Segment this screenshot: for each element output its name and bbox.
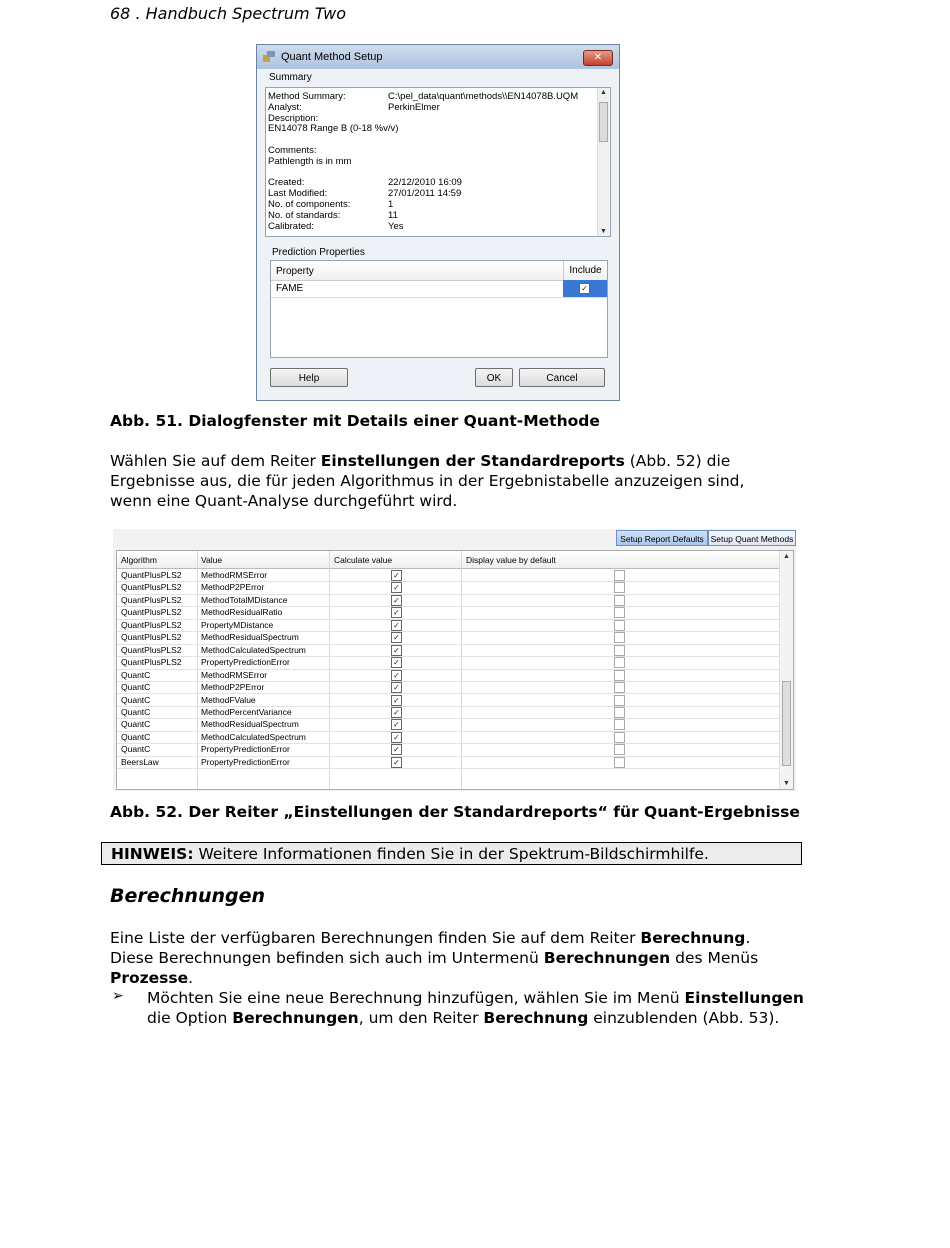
summary-row-value: Yes xyxy=(388,220,404,232)
value-cell: MethodResidualSpectrum xyxy=(201,632,299,643)
summary-row-label: No. of components: xyxy=(268,199,351,210)
algorithm-cell: QuantC xyxy=(121,744,151,755)
tab-setup-quant-methods[interactable]: Setup Quant Methods xyxy=(708,530,796,546)
cancel-button[interactable]: Cancel xyxy=(519,368,605,387)
prediction-properties-grid xyxy=(270,260,608,358)
algorithm-cell: QuantC xyxy=(121,719,151,730)
dialog-titlebar xyxy=(257,45,619,69)
summary-row-value: 11 xyxy=(388,209,398,221)
summary-row-label: Description: xyxy=(268,112,319,124)
include-header: Include xyxy=(563,261,607,280)
value-cell: MethodCalculatedSpectrum xyxy=(201,644,306,655)
summary-row-label: EN14078 Range B (0-18 %v/v) xyxy=(268,123,399,135)
calculate-checkbox[interactable]: ✓ xyxy=(391,707,402,718)
algorithm-cell: QuantC xyxy=(121,731,151,742)
table-row[interactable] xyxy=(117,669,779,682)
algorithm-cell: QuantPlusPLS2 xyxy=(121,644,182,655)
display-checkbox[interactable] xyxy=(614,670,625,681)
table-row[interactable] xyxy=(117,594,779,607)
scroll-thumb[interactable] xyxy=(782,681,791,766)
algorithm-cell: QuantC xyxy=(121,682,151,693)
summary-row-label: Last Modified: xyxy=(268,188,328,200)
value-cell: MethodCalculatedSpectrum xyxy=(201,731,306,742)
calculate-checkbox[interactable]: ✓ xyxy=(391,682,402,693)
display-checkbox[interactable] xyxy=(614,707,625,718)
grid-header xyxy=(271,261,607,281)
tab-setup-report-defaults[interactable]: Setup Report Defaults xyxy=(616,530,708,546)
display-checkbox[interactable] xyxy=(614,757,625,768)
summary-row-value: 1 xyxy=(388,199,394,210)
table-row[interactable] xyxy=(117,694,779,707)
paragraph-2: Eine Liste der verfügbaren Berechnungen finden Sie auf dem Reiter Berechnung. Diese Berechnungen befinden sich auch im Untermenü Berechnungen des Menüs Prozesse. xyxy=(110,929,759,987)
display-checkbox[interactable] xyxy=(614,570,625,581)
value-cell: MethodResidualSpectrum xyxy=(201,719,299,730)
include-cell[interactable] xyxy=(563,280,607,297)
value-cell: MethodResidualRatio xyxy=(201,607,283,618)
summary-textbox[interactable] xyxy=(265,87,611,237)
value-cell: MethodRMSError xyxy=(201,570,268,580)
dialog-title: Quant Method Setup xyxy=(281,51,383,63)
figure-caption-52: Abb. 52. Der Reiter „Einstellungen der Standardreports“ für Quant-Ergebnisse xyxy=(110,803,800,821)
table-row[interactable] xyxy=(117,743,779,756)
display-checkbox[interactable] xyxy=(614,744,625,755)
figure-caption-51: Abb. 51. Dialogfenster mit Details einer Quant-Methode xyxy=(110,412,600,430)
property-header: Property xyxy=(276,266,314,277)
paragraph-1: Wählen Sie auf dem Reiter Einstellungen der Standardreports (Abb. 52) die Ergebnisse aus, die für jeden Algorithmus in der Ergebnistabelle anzuzeigen sind, wenn eine Quant-Analyse durchgeführt wird. xyxy=(110,452,745,510)
summary-row-label: Analyst: xyxy=(268,101,302,113)
summary-scrollbar[interactable] xyxy=(597,88,610,236)
summary-row-value: PerkinElmer xyxy=(388,101,440,113)
prediction-properties-label: Prediction Properties xyxy=(272,247,365,258)
algorithm-cell: QuantPlusPLS2 xyxy=(121,619,182,630)
table-row[interactable] xyxy=(117,656,779,669)
bullet-paragraph: Möchten Sie eine neue Berechnung hinzufügen, wählen Sie im Menü Einstellungen die Option Berechnungen, um den Reiter Berechnung einzublenden (Abb. 53). xyxy=(147,989,804,1027)
header-value: Value xyxy=(201,555,223,565)
value-cell: MethodFValue xyxy=(201,694,256,705)
table-row[interactable] xyxy=(117,718,779,731)
calculate-checkbox[interactable]: ✓ xyxy=(391,620,402,631)
calculate-checkbox[interactable]: ✓ xyxy=(391,582,402,593)
display-checkbox[interactable] xyxy=(614,632,625,643)
algorithm-cell: QuantC xyxy=(121,694,151,705)
summary-row-label: Calibrated: xyxy=(268,220,314,232)
value-cell: MethodTotalMDistance xyxy=(201,594,288,605)
display-checkbox[interactable] xyxy=(614,595,625,606)
scroll-up-icon[interactable]: ▲ xyxy=(600,89,607,96)
display-checkbox[interactable] xyxy=(614,657,625,668)
algorithm-cell: QuantC xyxy=(121,669,151,680)
app-icon xyxy=(263,51,275,62)
display-checkbox[interactable] xyxy=(614,607,625,618)
algorithm-cell: QuantPlusPLS2 xyxy=(121,632,182,643)
note-box: HINWEIS: Weitere Informationen finden Sie in der Spektrum-Bildschirmhilfe. xyxy=(101,842,802,865)
include-checkbox[interactable]: ✓ xyxy=(579,283,590,294)
scroll-down-icon[interactable]: ▼ xyxy=(783,780,790,787)
algorithm-cell: QuantPlusPLS2 xyxy=(121,607,182,618)
table-row[interactable] xyxy=(117,756,779,769)
display-checkbox[interactable] xyxy=(614,732,625,743)
calculate-checkbox[interactable]: ✓ xyxy=(391,695,402,706)
table-row[interactable] xyxy=(117,681,779,694)
page-header: 68 . Handbuch Spectrum Two xyxy=(110,4,347,23)
header-display-value: Display value by default xyxy=(466,555,556,565)
calculate-checkbox[interactable]: ✓ xyxy=(391,719,402,730)
property-row[interactable] xyxy=(271,280,607,298)
summary-row-label: Method Summary: xyxy=(268,91,346,102)
grid-scrollbar[interactable] xyxy=(779,551,793,789)
display-checkbox[interactable] xyxy=(614,695,625,706)
calculate-checkbox[interactable]: ✓ xyxy=(391,607,402,618)
algorithm-cell: QuantPlusPLS2 xyxy=(121,570,182,580)
calculate-checkbox[interactable]: ✓ xyxy=(391,595,402,606)
summary-row-label: Pathlength is in mm xyxy=(268,155,352,167)
scroll-thumb[interactable] xyxy=(599,102,608,142)
quant-method-setup-dialog xyxy=(256,44,620,401)
summary-row-label: Comments: xyxy=(268,145,317,156)
value-cell: MethodRMSError xyxy=(201,669,268,680)
summary-row-label: Created: xyxy=(268,177,305,189)
summary-row-label: No. of standards: xyxy=(268,209,341,221)
section-heading: Berechnungen xyxy=(110,885,266,907)
scroll-down-icon[interactable]: ▼ xyxy=(600,228,607,235)
value-cell: MethodP2PError xyxy=(201,582,265,593)
algorithm-cell: QuantPlusPLS2 xyxy=(121,657,182,668)
calculate-checkbox[interactable]: ✓ xyxy=(391,744,402,755)
ok-button[interactable]: OK xyxy=(475,368,513,387)
report-grid xyxy=(116,550,794,790)
summary-row-value: C:\pel_data\quant\methods\\EN14078B.UQM xyxy=(388,91,579,102)
table-row[interactable] xyxy=(117,581,779,594)
algorithm-cell: QuantC xyxy=(121,706,151,717)
table-row[interactable] xyxy=(117,644,779,657)
property-name: FAME xyxy=(276,283,304,294)
calculate-checkbox[interactable]: ✓ xyxy=(391,670,402,681)
help-button[interactable]: Help xyxy=(270,368,348,387)
close-icon[interactable]: ✕ xyxy=(583,50,613,66)
calculate-checkbox[interactable]: ✓ xyxy=(391,645,402,656)
value-cell: PropertyMDistance xyxy=(201,619,274,630)
calculate-checkbox[interactable]: ✓ xyxy=(391,632,402,643)
algorithm-cell: QuantPlusPLS2 xyxy=(121,594,182,605)
table-row[interactable] xyxy=(117,631,779,644)
display-checkbox[interactable] xyxy=(614,645,625,656)
scroll-up-icon[interactable]: ▲ xyxy=(783,553,790,560)
bullet-arrow-icon: ➢ xyxy=(112,988,124,1004)
display-checkbox[interactable] xyxy=(614,682,625,693)
table-row[interactable] xyxy=(117,731,779,744)
calculate-checkbox[interactable]: ✓ xyxy=(391,570,402,581)
calculate-checkbox[interactable]: ✓ xyxy=(391,657,402,668)
table-row[interactable] xyxy=(117,569,779,582)
table-row[interactable] xyxy=(117,606,779,619)
header-calculate-value: Calculate value xyxy=(334,555,393,565)
display-checkbox[interactable] xyxy=(614,582,625,593)
algorithm-cell: BeersLaw xyxy=(121,756,159,767)
report-defaults-table-figure xyxy=(113,529,796,791)
table-row[interactable] xyxy=(117,619,779,632)
grid-header xyxy=(117,551,779,569)
summary-row-value: 22/12/2010 16:09 xyxy=(388,177,462,189)
display-checkbox[interactable] xyxy=(614,719,625,730)
header-algorithm: Algorithm xyxy=(121,555,157,565)
calculate-checkbox[interactable]: ✓ xyxy=(391,732,402,743)
display-checkbox[interactable] xyxy=(614,620,625,631)
calculate-checkbox[interactable]: ✓ xyxy=(391,757,402,768)
value-cell: PropertyPredictionError xyxy=(201,756,290,767)
value-cell: MethodP2PError xyxy=(201,682,265,693)
algorithm-cell: QuantPlusPLS2 xyxy=(121,582,182,593)
value-cell: PropertyPredictionError xyxy=(201,744,290,755)
table-row[interactable] xyxy=(117,706,779,719)
value-cell: PropertyPredictionError xyxy=(201,657,290,668)
value-cell: MethodPercentVariance xyxy=(201,706,292,717)
summary-label: Summary xyxy=(269,72,312,83)
summary-row-value: 27/01/2011 14:59 xyxy=(388,188,462,200)
